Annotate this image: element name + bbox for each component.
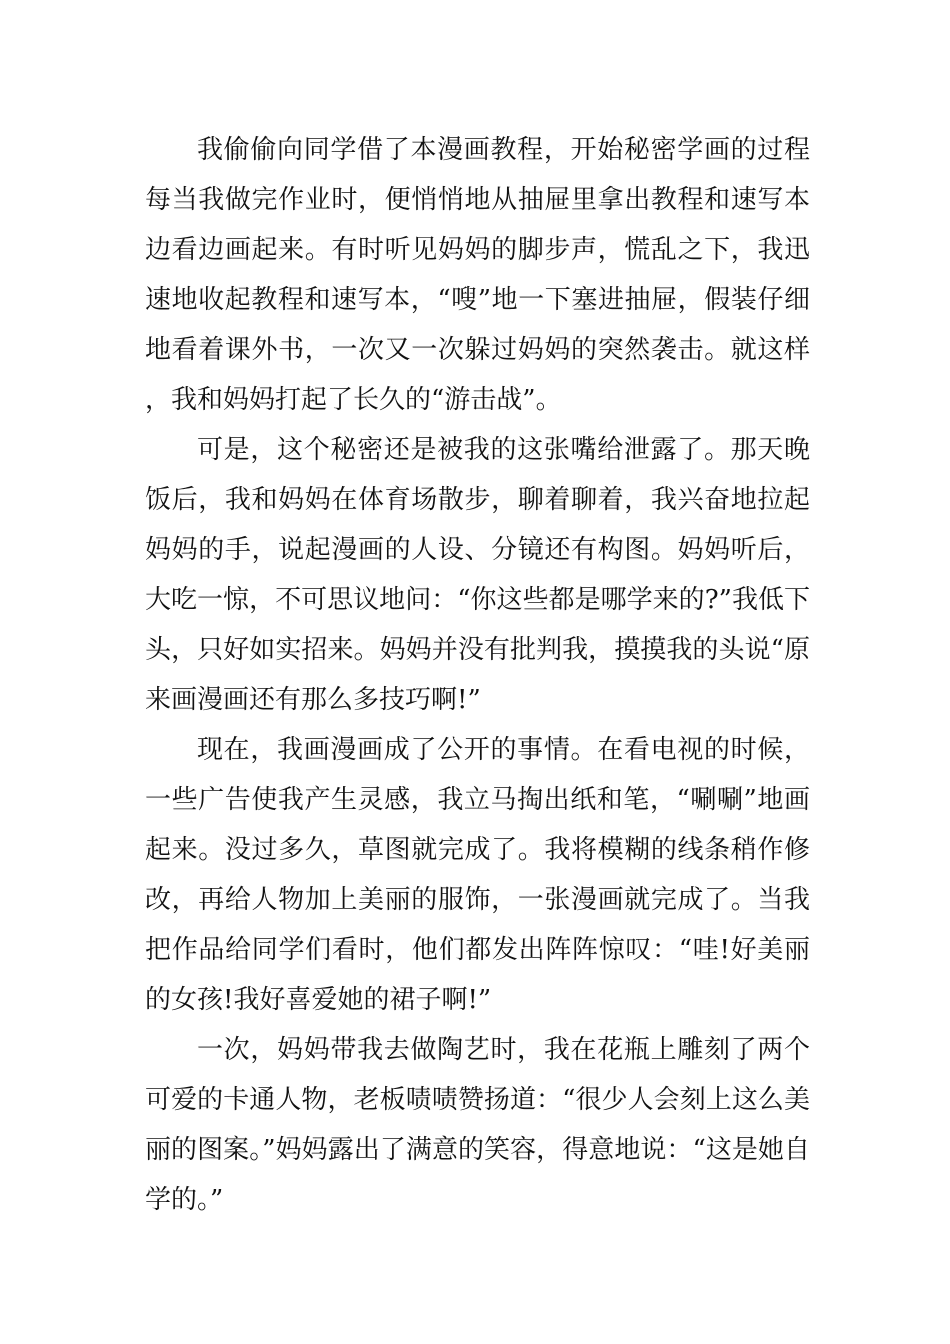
document-body bbox=[145, 125, 810, 1225]
paragraph-4: 一次，妈妈带我去做陶艺时，我在花瓶上雕刻了两个可爱的卡通人物，老板啧啧赞扬道：“很少人会刻上这么美丽的图案。”妈妈露出了满意的笑容，得意地说：“这是她自学的。” bbox=[145, 1035, 810, 1215]
paragraph-1: 我偷偷向同学借了本漫画教程，开始秘密学画的过程每当我做完作业时，便悄悄地从抽屉里拿出教程和速写本边看边画起来。有时听见妈妈的脚步声，慌乱之下，我迅速地收起教程和速写本，“嗖”地一下塞进抽屉，假装仔细地看着课外书，一次又一次躲过妈妈的突然袭击。就这样，我和妈妈打起了长久的“游击战”。 bbox=[145, 135, 810, 415]
paragraph-2: 可是，这个秘密还是被我的这张嘴给泄露了。那天晚饭后，我和妈妈在体育场散步，聊着聊着，我兴奋地拉起妈妈的手，说起漫画的人设、分镜还有构图。妈妈听后，大吃一惊，不可思议地问：“你这些都是哪学来的?”我低下头，只好如实招来。妈妈并没有批判我，摸摸我的头说“原来画漫画还有那么多技巧啊!” bbox=[145, 435, 810, 715]
paragraph-3: 现在，我画漫画成了公开的事情。在看电视的时候，一些广告使我产生灵感，我立马掏出纸和笔，“唰唰”地画起来。没过多久，草图就完成了。我将模糊的线条稍作修改，再给人物加上美丽的服饰，一张漫画就完成了。当我把作品给同学们看时，他们都发出阵阵惊叹：“哇!好美丽的女孩!我好喜爱她的裙子啊!” bbox=[145, 735, 810, 1015]
